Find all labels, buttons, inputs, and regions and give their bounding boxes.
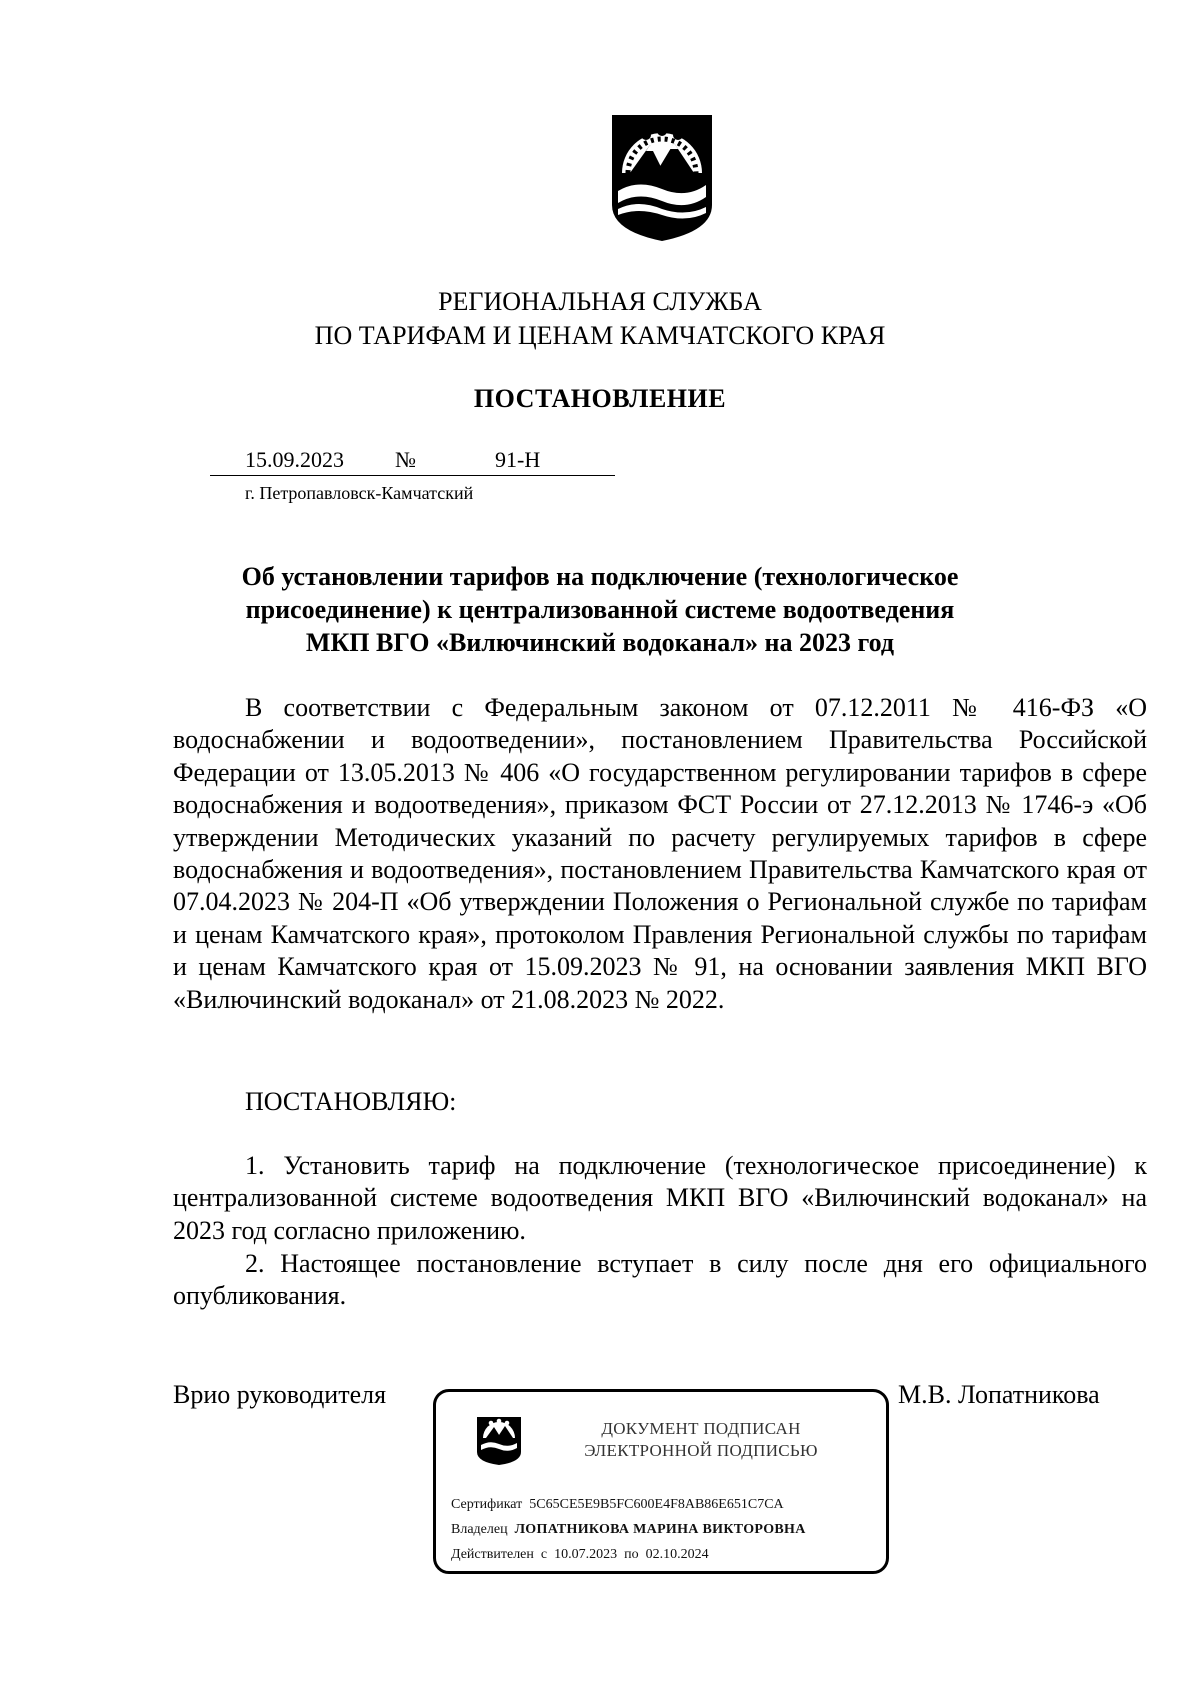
decree-items — [173, 1150, 1147, 1247]
decree-item-1: 1. Установить тариф на подключение (технологическое присоединение) к централизованной системе водоотведения МКП ВГО «Вилючинский водоканал» на 2023 год согласно приложению. — [173, 1151, 1147, 1245]
valid-from-word: с — [540, 1547, 548, 1562]
subject-line2: присоединение) к централизованной системе водоотведения — [245, 595, 955, 624]
cert-value: 5C65CE5E9B5FC600E4F8AB86E651C7CA — [529, 1497, 784, 1512]
stamp-title — [551, 1418, 851, 1462]
stamp-certificate — [451, 1497, 784, 1513]
owner-value: ЛОПАТНИКОВА МАРИНА ВИКТОРОВНА — [514, 1522, 806, 1537]
signatory-role: Врио руководителя — [173, 1380, 387, 1409]
document-type: ПОСТАНОВЛЕНИЕ — [473, 384, 727, 413]
signatory-name: М.В. Лопатникова — [898, 1380, 1100, 1409]
document-date: 15.09.2023 — [245, 447, 344, 472]
decree-item-2: 2. Настоящее постановление вступает в силу после дня его официального опубликования. — [173, 1249, 1147, 1311]
subject-line1: Об установлении тарифов на подключение (технологическое — [241, 562, 959, 591]
decree-items-2 — [173, 1248, 1147, 1313]
preamble-paragraph: В соответствии с Федеральным законом от 07.12.2011 № 416-ФЗ «О водоснабжении и водоотведении», постановлением Правительства Российской Федерации от 13.05.2013 № 406 «О государственном регулировании тарифов в сфере водоснабжения и водоотведения», приказом ФСТ России от 27.12.2013 № 1746-э «Об утверждении Методических указаний по расчету регулируемых тарифов в сфере водоснабжения и водоотведения», постановлением Правительства Камчатского края от 07.04.2023 № 204-П «Об утверждении Положения о Региональной службе по тарифам и ценам Камчатского края», протоколом Правления Региональной службы по тарифам и ценам Камчатского края от 15.09.2023 № 91, на основании заявления МКП ВГО «Вилючинский водоканал» от 21.08.2023 № 2022. — [173, 693, 1147, 1014]
coat-of-arms-icon — [608, 113, 716, 243]
stamp-emblem-icon — [474, 1414, 524, 1466]
document-number: 91-Н — [495, 447, 541, 472]
stamp-owner — [451, 1522, 806, 1538]
org-name-line1: РЕГИОНАЛЬНАЯ СЛУЖБА — [438, 287, 762, 316]
owner-label: Владелец — [451, 1522, 508, 1537]
decree-word: ПОСТАНОВЛЯЮ: — [245, 1087, 457, 1116]
stamp-title-line2: ЭЛЕКТРОННОЙ ПОДПИСЬЮ — [584, 1441, 818, 1460]
valid-label: Действителен — [451, 1547, 534, 1562]
stamp-title-line1: ДОКУМЕНТ ПОДПИСАН — [601, 1419, 801, 1438]
number-sign: № — [395, 447, 416, 472]
valid-to-word: по — [624, 1547, 639, 1562]
valid-from: 10.07.2023 — [554, 1547, 618, 1562]
stamp-validity — [451, 1547, 709, 1563]
subject-line3: МКП ВГО «Вилючинский водоканал» на 2023 год — [305, 628, 895, 657]
document-place: г. Петропавловск-Камчатский — [245, 483, 474, 503]
electronic-signature-stamp — [433, 1389, 889, 1574]
valid-to: 02.10.2024 — [645, 1547, 709, 1562]
date-number-line — [210, 445, 615, 476]
document-subject — [150, 560, 1050, 659]
cert-label: Сертификат — [451, 1497, 523, 1512]
org-name-line2: ПО ТАРИФАМ И ЦЕНАМ КАМЧАТСКОГО КРАЯ — [314, 321, 886, 350]
